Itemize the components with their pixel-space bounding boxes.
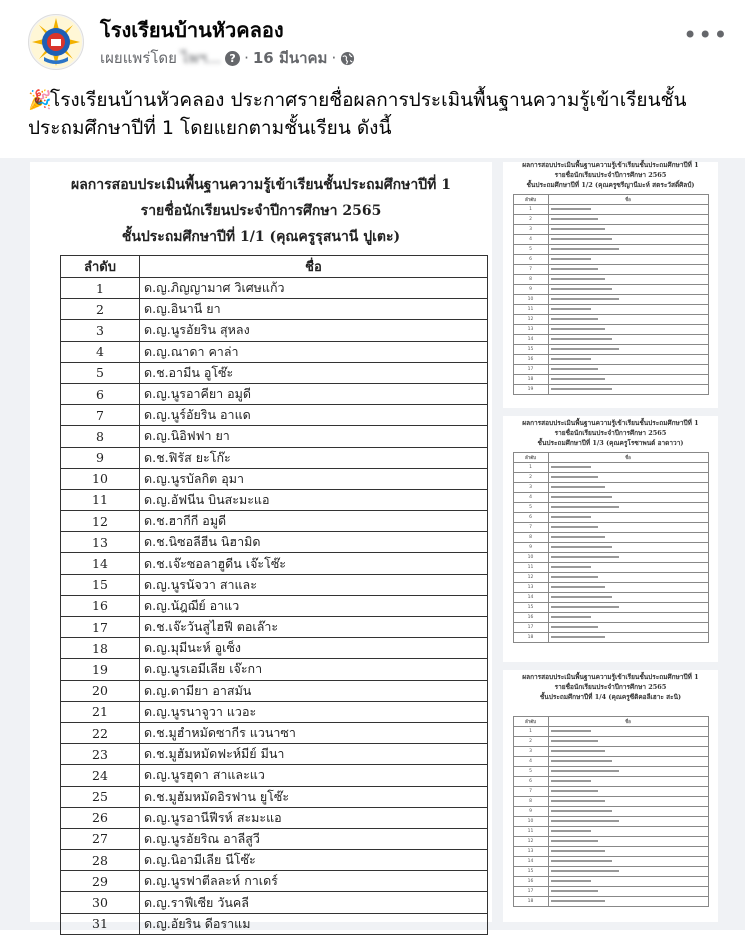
row-number: 1: [61, 278, 140, 299]
row-number: 6: [513, 513, 548, 523]
student-name-illegible: [548, 463, 708, 473]
row-number: 6: [513, 777, 548, 787]
table-row: [513, 737, 708, 747]
row-number: 17: [513, 887, 548, 897]
thumb-title-2: รายชื่อนักเรียนประจำปีการศึกษา 2565: [554, 683, 667, 691]
globe-icon[interactable]: [340, 51, 355, 66]
row-number: 6: [61, 383, 140, 404]
row-number: 2: [61, 299, 140, 320]
student-name-illegible: [548, 375, 708, 385]
post-meta: [100, 46, 355, 70]
row-number: 27: [61, 828, 140, 849]
row-number: 31: [61, 913, 140, 934]
row-number: 24: [61, 765, 140, 786]
row-number: 13: [513, 583, 548, 593]
table-row: [513, 623, 708, 633]
table-row: [513, 757, 708, 767]
table-row: [513, 747, 708, 757]
student-name-illegible: [548, 285, 708, 295]
table-row: [513, 867, 708, 877]
row-number: 14: [61, 553, 140, 574]
table-row: [513, 483, 708, 493]
student-name-illegible: [548, 867, 708, 877]
row-number: 1: [513, 727, 548, 737]
student-name-illegible: [548, 887, 708, 897]
student-name-illegible: [548, 265, 708, 275]
school-logo: [29, 15, 83, 69]
table-row: [513, 727, 708, 737]
student-name-illegible: [548, 633, 708, 643]
row-number: 8: [513, 797, 548, 807]
row-number: 3: [513, 747, 548, 757]
table-row: [61, 913, 488, 934]
table-row: [513, 543, 708, 553]
post-date[interactable]: 16 มีนาคม: [252, 49, 328, 67]
row-number: 18: [513, 633, 548, 643]
student-name-illegible: [548, 573, 708, 583]
row-number: 11: [61, 489, 140, 510]
table-row: [513, 503, 708, 513]
student-name: ด.ญ.นูรฮุดา สาและแว: [140, 765, 488, 786]
student-name: ด.ญ.ณาดา คาล่า: [140, 341, 488, 362]
row-number: 7: [513, 787, 548, 797]
row-number: 11: [513, 305, 548, 315]
table-row: [61, 574, 488, 595]
more-options-button[interactable]: •••: [683, 21, 729, 49]
student-name-illegible: [548, 553, 708, 563]
student-name: ด.ช.มูฮำหมัดซากีร แวนาซา: [140, 722, 488, 743]
row-number: 10: [513, 295, 548, 305]
row-number: 10: [513, 817, 548, 827]
student-name: ด.ญ.ราฟีเซีย วันคลี: [140, 892, 488, 913]
thumb-title-1: ผลการสอบประเมินพื้นฐานความรู้เข้าเรียนชั้นประถมศึกษาปีที่ 1: [522, 419, 699, 427]
table-row: [61, 871, 488, 892]
thumb-roster-table: ลำดับ ชื่อ 1 2 3 4 5 6 7 8 9 10 11 12 13 14 15 16 17 18 19: [513, 194, 709, 395]
row-number: 12: [61, 511, 140, 532]
row-number: 5: [513, 767, 548, 777]
table-row: [61, 617, 488, 638]
table-row: [513, 493, 708, 503]
row-number: 5: [61, 362, 140, 383]
student-name: ด.ญ.อัฟนีน บินสะมะแอ: [140, 489, 488, 510]
thumb-title-2: รายชื่อนักเรียนประจำปีการศึกษา 2565: [554, 429, 667, 437]
table-row: [513, 837, 708, 847]
row-number: 5: [513, 503, 548, 513]
doc-title-1: ผลการสอบประเมินพื้นฐานความรู้เข้าเรียนชั้นประถมศึกษาปีที่ 1: [71, 177, 451, 193]
thumb-title-3: ชั้นประถมศึกษาปีที่ 1/4 (คุณครูซีติคอลีเฮาะ สะนิ): [539, 693, 682, 701]
table-row: [513, 563, 708, 573]
table-row: [513, 887, 708, 897]
student-name-illegible: [548, 255, 708, 265]
thumb-title-2: รายชื่อนักเรียนประจำปีการศึกษา 2565: [554, 171, 667, 179]
row-number: 1: [513, 463, 548, 473]
student-name-illegible: [548, 245, 708, 255]
student-name-illegible: [548, 225, 708, 235]
table-row: [513, 877, 708, 887]
row-number: 21: [61, 701, 140, 722]
table-row: [513, 285, 708, 295]
student-name-illegible: [548, 767, 708, 777]
student-name: ด.ญ.มุมีนะห์ อูเซ็ง: [140, 638, 488, 659]
table-row: [513, 225, 708, 235]
row-number: 15: [61, 574, 140, 595]
row-number: 3: [513, 225, 548, 235]
student-name-illegible: [548, 777, 708, 787]
row-number: 28: [61, 850, 140, 871]
party-popper-emoji: 🎉: [28, 89, 52, 111]
student-name-illegible: [548, 335, 708, 345]
row-number: 26: [61, 807, 140, 828]
table-row: [513, 593, 708, 603]
student-name-illegible: [548, 215, 708, 225]
student-name-illegible: [548, 503, 708, 513]
student-name-illegible: [548, 473, 708, 483]
student-name-illegible: [548, 737, 708, 747]
table-row: [61, 744, 488, 765]
student-name-illegible: [548, 275, 708, 285]
row-number: 15: [513, 603, 548, 613]
table-row: [61, 532, 488, 553]
row-number: 7: [513, 523, 548, 533]
student-name: ด.ญ.นัฎฌีย์ อาแว: [140, 595, 488, 616]
row-number: 9: [513, 807, 548, 817]
thumb-title-3: ชั้นประถมศึกษาปีที่ 1/2 (คุณครูซรีญานีมะห์ สตระวัสดิ์ศิลป์): [526, 181, 695, 189]
row-number: 10: [513, 553, 548, 563]
student-name-illegible: [548, 847, 708, 857]
table-row: [513, 897, 708, 907]
post-header: [0, 0, 745, 80]
table-row: [61, 638, 488, 659]
row-number: 7: [61, 405, 140, 426]
table-row: [61, 383, 488, 404]
student-name: ด.ญ.นิอามีเลีย นีโซ๊ะ: [140, 850, 488, 871]
student-name-illegible: [548, 315, 708, 325]
student-name: ด.ญ.นูรฟาตีลละห์ กาเดร์: [140, 871, 488, 892]
table-row: [513, 473, 708, 483]
student-name-illegible: [548, 807, 708, 817]
row-number: 16: [513, 355, 548, 365]
student-name: ด.ญ.นูรอานีฟีรห์ สะมะแอ: [140, 807, 488, 828]
student-name-illegible: [548, 483, 708, 493]
student-name: ด.ญ.ภิญญามาศ วิเศษแก้ว: [140, 278, 488, 299]
row-number: 17: [61, 617, 140, 638]
gallery-photo-2[interactable]: [503, 162, 718, 408]
row-number: 9: [513, 285, 548, 295]
row-number: 4: [61, 341, 140, 362]
table-row: [513, 857, 708, 867]
student-name-illegible: [548, 563, 708, 573]
row-number: 12: [513, 837, 548, 847]
table-row: [513, 355, 708, 365]
table-row: [513, 295, 708, 305]
student-name: ด.ช.เจ๊ะซอลาฮูดีน เจ๊ะโซ๊ะ: [140, 553, 488, 574]
row-number: 16: [513, 877, 548, 887]
row-number: 18: [513, 375, 548, 385]
table-row: [61, 426, 488, 447]
table-row: [513, 345, 708, 355]
row-number: 13: [513, 847, 548, 857]
student-name-illegible: [548, 593, 708, 603]
row-number: 5: [513, 245, 548, 255]
table-row: [513, 385, 708, 395]
table-row: [513, 375, 708, 385]
student-name: ด.ญ.นูรอัยริณ อาลีสูวี: [140, 828, 488, 849]
student-name: ด.ญ.นูรนาจูวา แวอะ: [140, 701, 488, 722]
table-row: [513, 787, 708, 797]
row-number: 17: [513, 365, 548, 375]
table-header-row: [61, 256, 488, 278]
table-row: [513, 603, 708, 613]
document-titles: [30, 172, 492, 250]
student-name-illegible: [548, 613, 708, 623]
table-row: [61, 511, 488, 532]
student-name-illegible: [548, 235, 708, 245]
row-number: 8: [513, 533, 548, 543]
table-row: [513, 807, 708, 817]
table-row: [513, 265, 708, 275]
row-number: 14: [513, 335, 548, 345]
student-name: ด.ญ.นิอิฟฟา ยา: [140, 426, 488, 447]
table-row: [513, 847, 708, 857]
thumb-roster-table: ลำดับ ชื่อ 1 2 3 4 5 6 7 8 9 10 11 12 13 14 15 16 17 18: [513, 716, 709, 907]
student-name-illegible: [548, 817, 708, 827]
gallery-photo-main[interactable]: [30, 162, 492, 932]
student-name: ด.ญ.นูรบัลกิต อุมา: [140, 468, 488, 489]
student-name: ด.ช.ฟิรัส ยะโก๊ะ: [140, 447, 488, 468]
gallery-photo-4[interactable]: [503, 670, 718, 922]
table-row: [61, 786, 488, 807]
doc-title-3: ชั้นประถมศึกษาปีที่ 1/1 (คุณครูรุสนานี ปูเตะ): [121, 229, 401, 245]
col-header-number: ลำดับ: [61, 256, 140, 278]
table-row: [61, 828, 488, 849]
row-number: 2: [513, 215, 548, 225]
gallery-photo-3[interactable]: [503, 416, 718, 662]
table-row: [61, 468, 488, 489]
thumb-title-1: ผลการสอบประเมินพื้นฐานความรู้เข้าเรียนชั้นประถมศึกษาปีที่ 1: [522, 673, 699, 681]
student-name-illegible: [548, 897, 708, 907]
table-row: [513, 463, 708, 473]
meta-separator-2: ·: [331, 49, 337, 67]
student-name-illegible: [548, 787, 708, 797]
table-row: [513, 777, 708, 787]
student-name: ด.ญ.นูรเอมีเลีย เจ๊ะกา: [140, 659, 488, 680]
row-number: 16: [61, 595, 140, 616]
row-number: 1: [513, 205, 548, 215]
row-number: 18: [513, 897, 548, 907]
school-logo-avatar[interactable]: [28, 14, 84, 70]
row-number: 30: [61, 892, 140, 913]
student-name-illegible: [548, 305, 708, 315]
post-body: โรงเรียนบ้านหัวคลอง ประกาศรายชื่อผลการประเมินพื้นฐานความรู้เข้าเรียนชั้นประถมศึกษาปีที่ 1 โดยแยกตามชั้นเรียน ดังนี้: [28, 89, 687, 139]
row-number: 4: [513, 235, 548, 245]
student-name-illegible: [548, 533, 708, 543]
table-row: [513, 513, 708, 523]
thumb-title-3: ชั้นประถมศึกษาปีที่ 1/3 (คุณครูโรซาพนต์ อาดาวา): [537, 439, 684, 447]
publisher-name[interactable]: ไพฯ...: [180, 49, 222, 67]
table-row: [513, 305, 708, 315]
student-name: ด.ช.ฮากีกี อมูดี: [140, 511, 488, 532]
row-number: 20: [61, 680, 140, 701]
student-name-illegible: [548, 523, 708, 533]
table-row: [61, 405, 488, 426]
row-number: 3: [61, 320, 140, 341]
row-number: 17: [513, 623, 548, 633]
student-name-illegible: [548, 493, 708, 503]
student-name-illegible: [548, 583, 708, 593]
student-name-illegible: [548, 365, 708, 375]
student-name-illegible: [548, 543, 708, 553]
student-name-illegible: [548, 837, 708, 847]
student-name-illegible: [548, 355, 708, 365]
row-number: 15: [513, 345, 548, 355]
row-number: 9: [513, 543, 548, 553]
table-row: [61, 892, 488, 913]
student-name: ด.ญ.นูรอัยริน สุหลง: [140, 320, 488, 341]
table-row: [513, 205, 708, 215]
student-name-illegible: [548, 603, 708, 613]
student-name: ด.ญ.นูรนัจวา สาและ: [140, 574, 488, 595]
table-row: [513, 335, 708, 345]
question-icon[interactable]: ?: [225, 51, 240, 66]
table-row: [513, 817, 708, 827]
published-by-label: เผยแพร่โดย: [100, 49, 177, 67]
row-number: 29: [61, 871, 140, 892]
student-name-illegible: [548, 325, 708, 335]
student-name: ด.ช.นิซอลีฮีน นิฮามิด: [140, 532, 488, 553]
row-number: 11: [513, 563, 548, 573]
table-row: [61, 299, 488, 320]
student-name-illegible: [548, 797, 708, 807]
row-number: 25: [61, 786, 140, 807]
table-row: [513, 315, 708, 325]
table-row: [61, 807, 488, 828]
student-name: ด.ญ.อินานี ยา: [140, 299, 488, 320]
row-number: 13: [61, 532, 140, 553]
table-row: [61, 320, 488, 341]
student-name-illegible: [548, 205, 708, 215]
table-row: [513, 573, 708, 583]
table-row: [61, 850, 488, 871]
student-name-illegible: [548, 877, 708, 887]
table-row: [513, 275, 708, 285]
student-name: ด.ญ.อัยริน ดีอราแม: [140, 913, 488, 934]
row-number: 14: [513, 593, 548, 603]
table-row: [61, 680, 488, 701]
table-row: [513, 245, 708, 255]
table-row: [61, 489, 488, 510]
row-number: 15: [513, 867, 548, 877]
table-row: [513, 767, 708, 777]
row-number: 13: [513, 325, 548, 335]
row-number: 8: [61, 426, 140, 447]
table-row: [61, 553, 488, 574]
table-row: [513, 325, 708, 335]
row-number: 2: [513, 473, 548, 483]
row-number: 19: [61, 659, 140, 680]
row-number: 19: [513, 385, 548, 395]
student-name-illegible: [548, 345, 708, 355]
student-name-illegible: [548, 747, 708, 757]
table-row: [513, 583, 708, 593]
table-row: [513, 533, 708, 543]
student-roster-table: [60, 255, 488, 935]
table-row: [513, 633, 708, 643]
post-text: [28, 86, 728, 142]
table-row: [61, 341, 488, 362]
row-number: 14: [513, 857, 548, 867]
student-name: ด.ญ.ดามียา อาสมัน: [140, 680, 488, 701]
table-row: [513, 235, 708, 245]
row-number: 18: [61, 638, 140, 659]
table-row: [61, 701, 488, 722]
row-number: 7: [513, 265, 548, 275]
row-number: 12: [513, 315, 548, 325]
student-name-illegible: [548, 757, 708, 767]
thumb-roster-table: ลำดับ ชื่อ 1 2 3 4 5 6 7 8 9 10 11 12 13 14 15 16 17 18: [513, 452, 709, 643]
doc-title-2: รายชื่อนักเรียนประจำปีการศึกษา 2565: [140, 203, 382, 219]
student-name: ด.ช.มูฮัมหมัดฟะห์มีย์ มีนา: [140, 744, 488, 765]
student-name-illegible: [548, 385, 708, 395]
row-number: 8: [513, 275, 548, 285]
row-number: 2: [513, 737, 548, 747]
row-number: 22: [61, 722, 140, 743]
student-name-illegible: [548, 827, 708, 837]
table-row: [61, 362, 488, 383]
table-row: [513, 797, 708, 807]
col-header-name: ชื่อ: [140, 256, 488, 278]
page-name[interactable]: โรงเรียนบ้านหัวคลอง: [100, 18, 284, 42]
table-row: [513, 827, 708, 837]
row-number: 12: [513, 573, 548, 583]
table-row: [513, 365, 708, 375]
student-name-illegible: [548, 513, 708, 523]
row-number: 9: [61, 447, 140, 468]
student-name-illegible: [548, 857, 708, 867]
table-row: [61, 722, 488, 743]
student-name: ด.ญ.นูรอาคียา อมูดี: [140, 383, 488, 404]
row-number: 16: [513, 613, 548, 623]
row-number: 4: [513, 493, 548, 503]
row-number: 6: [513, 255, 548, 265]
table-row: [61, 659, 488, 680]
row-number: 23: [61, 744, 140, 765]
row-number: 4: [513, 757, 548, 767]
table-row: [513, 215, 708, 225]
table-row: [513, 255, 708, 265]
table-row: [513, 613, 708, 623]
meta-separator: ·: [244, 49, 249, 67]
table-row: [513, 523, 708, 533]
student-name: ด.ช.อามีน อูโซ๊ะ: [140, 362, 488, 383]
table-row: [513, 553, 708, 563]
table-row: [61, 595, 488, 616]
row-number: 3: [513, 483, 548, 493]
row-number: 11: [513, 827, 548, 837]
table-row: [61, 278, 488, 299]
student-name-illegible: [548, 295, 708, 305]
thumb-title-1: ผลการสอบประเมินพื้นฐานความรู้เข้าเรียนชั้นประถมศึกษาปีที่ 1: [522, 161, 699, 169]
student-name: ด.ญ.นูร์อัยริน อาแด: [140, 405, 488, 426]
student-name-illegible: [548, 623, 708, 633]
student-name: ด.ช.เจ๊ะวันสูไฮฟี ตอเล๊าะ: [140, 617, 488, 638]
student-name-illegible: [548, 727, 708, 737]
table-row: [61, 765, 488, 786]
table-row: [61, 447, 488, 468]
row-number: 10: [61, 468, 140, 489]
student-name: ด.ช.มูฮัมหมัดอิรฟาน ยูโซ๊ะ: [140, 786, 488, 807]
